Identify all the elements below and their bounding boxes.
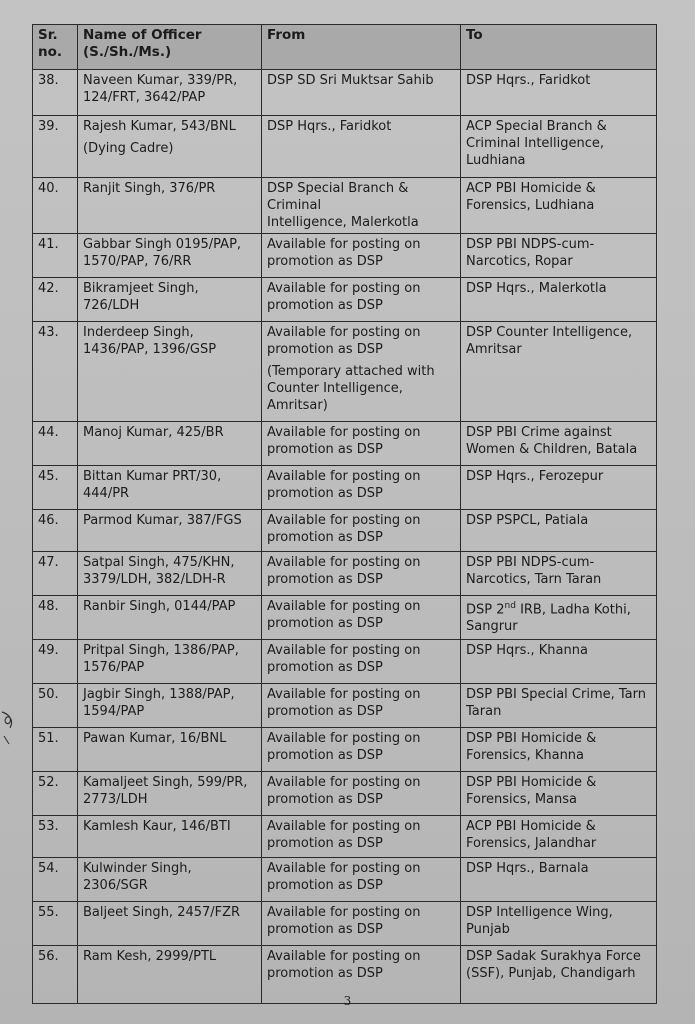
officer-name-text: Ram Kesh, 2999/PTL bbox=[83, 949, 217, 964]
to-text: DSP PBI NDPS-cum- Narcotics, Tarn Taran bbox=[466, 555, 602, 587]
cell-officer-name bbox=[78, 510, 262, 552]
to-text-superscript: nd bbox=[504, 601, 516, 611]
table-row bbox=[33, 902, 657, 946]
cell-sr-no: 41. bbox=[33, 234, 78, 278]
cell-from bbox=[262, 640, 461, 684]
cell-officer-name bbox=[78, 466, 262, 510]
officer-name-text: Inderdeep Singh, 1436/PAP, 1396/GSP bbox=[83, 325, 217, 357]
cell-sr-no: 43. bbox=[33, 322, 78, 422]
cell-from bbox=[262, 466, 461, 510]
cell-to bbox=[461, 816, 657, 858]
cell-officer-name bbox=[78, 858, 262, 902]
officer-name-text: Ranbir Singh, 0144/PAP bbox=[83, 599, 236, 614]
cell-sr-no: 42. bbox=[33, 278, 78, 322]
to-text: DSP PBI Crime against Women & Children, Batala bbox=[466, 425, 638, 457]
cell-officer-name bbox=[78, 322, 262, 422]
from-text: Available for posting on promotion as DSP bbox=[267, 237, 421, 269]
cell-to bbox=[461, 466, 657, 510]
cell-from bbox=[262, 858, 461, 902]
cell-to bbox=[461, 510, 657, 552]
officer-name-text: Jagbir Singh, 1388/PAP, 1594/PAP bbox=[83, 687, 235, 719]
to-text: DSP Sadak Surakhya Force (SSF), Punjab, Chandigarh bbox=[466, 949, 641, 981]
cell-officer-name bbox=[78, 70, 262, 116]
header-from: From bbox=[262, 25, 461, 70]
cell-officer-name bbox=[78, 178, 262, 234]
table-header-row bbox=[33, 25, 657, 70]
cell-to bbox=[461, 178, 657, 234]
cell-to bbox=[461, 552, 657, 596]
table-row bbox=[33, 234, 657, 278]
to-text: DSP Intelligence Wing, Punjab bbox=[466, 905, 613, 937]
cell-to bbox=[461, 596, 657, 640]
cell-sr-no: 55. bbox=[33, 902, 78, 946]
cell-sr-no: 50. bbox=[33, 684, 78, 728]
cell-sr-no: 53. bbox=[33, 816, 78, 858]
cell-sr-no: 48. bbox=[33, 596, 78, 640]
officer-name-text: Pritpal Singh, 1386/PAP, 1576/PAP bbox=[83, 643, 239, 675]
cell-from bbox=[262, 684, 461, 728]
to-text: DSP Hqrs., Malerkotla bbox=[466, 281, 607, 296]
to-text: DSP PBI Homicide & Forensics, Mansa bbox=[466, 775, 597, 807]
cell-to bbox=[461, 640, 657, 684]
officer-name-text: Gabbar Singh 0195/PAP, 1570/PAP, 76/RR bbox=[83, 237, 242, 269]
cell-sr-no: 39. bbox=[33, 116, 78, 178]
from-text: Available for posting on promotion as DSP bbox=[267, 775, 421, 807]
officer-name-text: Parmod Kumar, 387/FGS bbox=[83, 513, 242, 528]
table-row bbox=[33, 858, 657, 902]
header-name-of-officer: Name of Officer (S./Sh./Ms.) bbox=[78, 25, 262, 70]
posting-table bbox=[32, 24, 657, 1004]
from-text: Available for posting on promotion as DSP bbox=[267, 281, 421, 313]
from-text: DSP Hqrs., Faridkot bbox=[267, 119, 392, 134]
from-text: Available for posting on promotion as DSP bbox=[267, 687, 421, 719]
cell-sr-no: 40. bbox=[33, 178, 78, 234]
cell-to bbox=[461, 772, 657, 816]
table-row bbox=[33, 552, 657, 596]
officer-name-text: Rajesh Kumar, 543/BNL bbox=[83, 119, 236, 134]
to-text: DSP Hqrs., Barnala bbox=[466, 861, 589, 876]
cell-officer-name bbox=[78, 728, 262, 772]
to-text: DSP Hqrs., Ferozepur bbox=[466, 469, 604, 484]
officer-name-text: Kamlesh Kaur, 146/BTI bbox=[83, 819, 231, 834]
to-text: DSP Hqrs., Faridkot bbox=[466, 73, 591, 88]
officer-name-text: Satpal Singh, 475/KHN, 3379/LDH, 382/LDH-R bbox=[83, 555, 235, 587]
header-sr-no: Sr. no. bbox=[33, 25, 78, 70]
from-text: Available for posting on promotion as DSP bbox=[267, 905, 421, 937]
cell-sr-no: 49. bbox=[33, 640, 78, 684]
table-row bbox=[33, 178, 657, 234]
cell-officer-name bbox=[78, 116, 262, 178]
from-text: Available for posting on promotion as DSP bbox=[267, 469, 421, 501]
to-text: ACP PBI Homicide & Forensics, Jalandhar bbox=[466, 819, 597, 851]
cell-to bbox=[461, 116, 657, 178]
table-row bbox=[33, 772, 657, 816]
officer-name-note: (Dying Cadre) bbox=[83, 141, 174, 156]
handwritten-margin-mark bbox=[0, 700, 20, 750]
to-text-prefix: DSP 2 bbox=[466, 602, 505, 618]
cell-from bbox=[262, 596, 461, 640]
cell-officer-name bbox=[78, 902, 262, 946]
cell-from bbox=[262, 772, 461, 816]
table-row bbox=[33, 816, 657, 858]
cell-officer-name bbox=[78, 684, 262, 728]
table-row bbox=[33, 728, 657, 772]
cell-sr-no: 38. bbox=[33, 70, 78, 116]
from-text: Available for posting on promotion as DSP bbox=[267, 861, 421, 893]
cell-from bbox=[262, 728, 461, 772]
officer-name-text: Kulwinder Singh, 2306/SGR bbox=[83, 861, 192, 893]
cell-sr-no: 56. bbox=[33, 946, 78, 1004]
from-text: Available for posting on promotion as DSP bbox=[267, 425, 421, 457]
cell-sr-no: 47. bbox=[33, 552, 78, 596]
from-text: Available for posting on promotion as DSP bbox=[267, 325, 421, 357]
header-to: To bbox=[461, 25, 657, 70]
to-text: DSP Hqrs., Khanna bbox=[466, 643, 588, 658]
to-text: DSP PSPCL, Patiala bbox=[466, 513, 589, 528]
from-text: DSP SD Sri Muktsar Sahib bbox=[267, 73, 434, 88]
cell-to bbox=[461, 70, 657, 116]
cell-officer-name bbox=[78, 816, 262, 858]
cell-to bbox=[461, 422, 657, 466]
to-text: ACP PBI Homicide & Forensics, Ludhiana bbox=[466, 181, 596, 213]
to-text: DSP PBI Homicide & Forensics, Khanna bbox=[466, 731, 597, 763]
to-text: DSP Counter Intelligence, Amritsar bbox=[466, 325, 633, 357]
cell-from bbox=[262, 116, 461, 178]
cell-to bbox=[461, 902, 657, 946]
cell-from bbox=[262, 234, 461, 278]
cell-sr-no: 52. bbox=[33, 772, 78, 816]
cell-sr-no: 54. bbox=[33, 858, 78, 902]
table-row bbox=[33, 70, 657, 116]
cell-officer-name bbox=[78, 772, 262, 816]
to-text: ACP Special Branch & Criminal Intelligence, Ludhiana bbox=[466, 119, 607, 168]
cell-to bbox=[461, 278, 657, 322]
table-row bbox=[33, 278, 657, 322]
from-text: Available for posting on promotion as DSP bbox=[267, 819, 421, 851]
from-text: Available for posting on promotion as DSP bbox=[267, 513, 421, 545]
cell-from bbox=[262, 510, 461, 552]
cell-to bbox=[461, 728, 657, 772]
cell-officer-name bbox=[78, 596, 262, 640]
table-row bbox=[33, 116, 657, 178]
table-row bbox=[33, 640, 657, 684]
cell-sr-no: 44. bbox=[33, 422, 78, 466]
from-note: (Temporary attached with Counter Intelligence, Amritsar) bbox=[267, 364, 435, 413]
table-row bbox=[33, 422, 657, 466]
cell-officer-name bbox=[78, 552, 262, 596]
table-row bbox=[33, 510, 657, 552]
from-text: Available for posting on promotion as DSP bbox=[267, 555, 421, 587]
cell-from bbox=[262, 178, 461, 234]
cell-from bbox=[262, 552, 461, 596]
cell-officer-name bbox=[78, 422, 262, 466]
cell-from bbox=[262, 322, 461, 422]
page-number: 3 bbox=[343, 994, 352, 1008]
cell-sr-no: 51. bbox=[33, 728, 78, 772]
cell-officer-name bbox=[78, 234, 262, 278]
cell-to bbox=[461, 858, 657, 902]
to-text: DSP PBI Special Crime, Tarn Taran bbox=[466, 687, 647, 719]
from-text: Available for posting on promotion as DSP bbox=[267, 731, 421, 763]
cell-sr-no: 45. bbox=[33, 466, 78, 510]
officer-name-text: Pawan Kumar, 16/BNL bbox=[83, 731, 227, 746]
officer-name-text: Naveen Kumar, 339/PR, 124/FRT, 3642/PAP bbox=[83, 73, 238, 105]
officer-name-text: Manoj Kumar, 425/BR bbox=[83, 425, 224, 440]
cell-from bbox=[262, 70, 461, 116]
table-row bbox=[33, 596, 657, 640]
officer-name-text: Bittan Kumar PRT/30, 444/PR bbox=[83, 469, 222, 501]
cell-officer-name bbox=[78, 640, 262, 684]
cell-to bbox=[461, 322, 657, 422]
cell-to bbox=[461, 234, 657, 278]
cell-to bbox=[461, 684, 657, 728]
to-text: IRB, Ladha Kothi, Sangrur bbox=[466, 602, 631, 635]
from-text: Available for posting on promotion as DSP bbox=[267, 599, 421, 631]
from-text: Available for posting on promotion as DSP bbox=[267, 643, 421, 675]
cell-from bbox=[262, 278, 461, 322]
cell-from bbox=[262, 816, 461, 858]
table-row bbox=[33, 684, 657, 728]
cell-from bbox=[262, 902, 461, 946]
cell-from bbox=[262, 422, 461, 466]
cell-sr-no: 46. bbox=[33, 510, 78, 552]
officer-name-text: Ranjit Singh, 376/PR bbox=[83, 181, 216, 196]
from-text: DSP Special Branch & Criminal Intelligence, Malerkotla bbox=[267, 181, 419, 230]
table-row bbox=[33, 466, 657, 510]
table-row bbox=[33, 322, 657, 422]
officer-name-text: Bikramjeet Singh, 726/LDH bbox=[83, 281, 199, 313]
from-text: Available for posting on promotion as DSP bbox=[267, 949, 421, 981]
officer-name-text: Kamaljeet Singh, 599/PR, 2773/LDH bbox=[83, 775, 248, 807]
officer-name-text: Baljeet Singh, 2457/FZR bbox=[83, 905, 241, 920]
to-text: DSP PBI NDPS-cum- Narcotics, Ropar bbox=[466, 237, 595, 269]
cell-officer-name bbox=[78, 278, 262, 322]
